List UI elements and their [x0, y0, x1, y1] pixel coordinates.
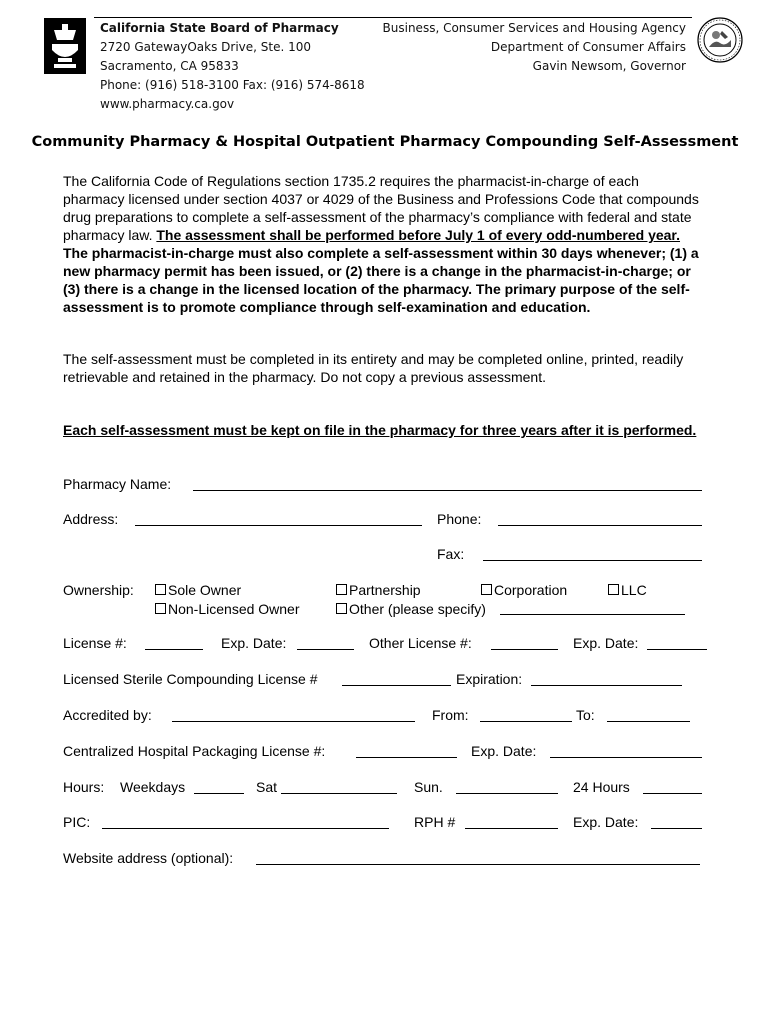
weekdays-field[interactable] [194, 793, 244, 794]
other-license-label: Other License #: [369, 635, 472, 651]
board-website: www.pharmacy.ca.gov [100, 97, 235, 111]
pic-field[interactable] [102, 828, 389, 829]
centralized-exp-field[interactable] [550, 757, 702, 758]
rph-field[interactable] [465, 828, 558, 829]
intro-bold-text: The pharmacist-in-charge must also complete a self-assessment within 30 days whenever; (1) a new pharmacy permit has been issued, or (2) there is a change in the pharmacist-in-charge; or (3) there is a change in the licensed location of the pharmacy. The primary purpose of the self-assessment is to promote compliance through self-examination and education. [63, 245, 699, 315]
retention-paragraph: The self-assessment must be completed in its entirety and may be completed online, printed, readily retrievable and retained in the pharmacy. Do not copy a previous assessment. [63, 351, 684, 385]
phone-label: Phone: [437, 511, 482, 527]
ownership-other[interactable] [336, 600, 486, 618]
checkbox-icon[interactable] [155, 584, 166, 595]
governor-name: Gavin Newsom, Governor [532, 59, 686, 73]
ownership-non-licensed[interactable] [155, 600, 300, 618]
to-label: To: [576, 707, 595, 723]
checkbox-icon[interactable] [608, 584, 619, 595]
centralized-exp-label: Exp. Date: [471, 743, 537, 759]
weekdays-label: Weekdays [120, 779, 186, 795]
partnership-label: Partnership [349, 582, 421, 598]
pic-exp-label: Exp. Date: [573, 814, 639, 830]
phone-field[interactable] [498, 525, 702, 526]
hours-24-label: 24 Hours [573, 779, 630, 795]
sat-field[interactable] [281, 793, 397, 794]
board-address-line2: Sacramento, CA 95833 [100, 59, 239, 73]
other-license-field[interactable] [491, 649, 558, 650]
sun-field[interactable] [456, 793, 558, 794]
intro-text: The California Code of Regulations section 1735.2 requires the pharmacist-in-charge of each pharmacy licensed under section 4037 or 4029 of the Business and Professions Code that compounds drug preparations to complete a self-assessment of the pharmacy’s compliance with federal and state pharmacy law. [63, 173, 699, 243]
board-address-line1: 2720 GatewayOaks Drive, Ste. 100 [100, 40, 312, 54]
sterile-license-label: Licensed Sterile Compounding License # [63, 671, 318, 687]
other-specify-label: Other (please specify) [349, 601, 486, 617]
pic-label: PIC: [63, 814, 91, 830]
checkbox-icon[interactable] [336, 603, 347, 614]
department-name: Department of Consumer Affairs [490, 40, 686, 54]
license-field[interactable] [145, 649, 203, 650]
sterile-expiration-label: Expiration: [456, 671, 523, 687]
pharmacy-name-field[interactable] [193, 490, 702, 491]
address-label: Address: [63, 511, 119, 527]
other-license-exp-field[interactable] [647, 649, 707, 650]
pic-exp-field[interactable] [651, 828, 702, 829]
from-label: From: [432, 707, 469, 723]
rph-label: RPH # [414, 814, 456, 830]
intro-deadline: The assessment shall be performed before July 1 of every odd-numbered year. [156, 227, 681, 243]
license-exp-label: Exp. Date: [221, 635, 287, 651]
to-field[interactable] [607, 721, 690, 722]
board-name: California State Board of Pharmacy [100, 21, 339, 35]
from-field[interactable] [480, 721, 572, 722]
sun-label: Sun. [414, 779, 443, 795]
accredited-field[interactable] [172, 721, 415, 722]
centralized-license-field[interactable] [356, 757, 457, 758]
agency-name: Business, Consumer Services and Housing Agency [382, 21, 686, 35]
accredited-label: Accredited by: [63, 707, 152, 723]
non-licensed-owner-label: Non-Licensed Owner [168, 601, 300, 617]
sterile-license-field[interactable] [342, 685, 451, 686]
ownership-corporation[interactable] [481, 581, 567, 599]
intro-paragraph [63, 172, 703, 316]
board-address-block [100, 19, 365, 114]
state-seal-icon [697, 17, 743, 63]
ownership-llc[interactable] [608, 581, 647, 599]
centralized-license-label: Centralized Hospital Packaging License #: [63, 743, 326, 759]
ownership-other-field[interactable] [500, 614, 685, 615]
license-exp-field[interactable] [297, 649, 354, 650]
board-of-pharmacy-logo [44, 18, 86, 74]
checkbox-icon[interactable] [481, 584, 492, 595]
header-rule [94, 17, 692, 18]
other-license-exp-label: Exp. Date: [573, 635, 639, 651]
fax-field[interactable] [483, 560, 702, 561]
checkbox-icon[interactable] [336, 584, 347, 595]
license-label: License #: [63, 635, 127, 651]
page-title: Community Pharmacy & Hospital Outpatient Pharmacy Compounding Self-Assessment [31, 134, 739, 150]
website-label: Website address (optional): [63, 850, 234, 866]
ownership-partnership[interactable] [336, 581, 421, 599]
board-phone-fax: Phone: (916) 518-3100 Fax: (916) 574-8618 [100, 78, 365, 92]
pharmacy-name-label: Pharmacy Name: [63, 476, 172, 492]
agency-block [383, 19, 686, 76]
hours-24-field[interactable] [643, 793, 702, 794]
address-field[interactable] [135, 525, 422, 526]
ownership-label: Ownership: [63, 582, 134, 598]
corporation-label: Corporation [494, 582, 568, 598]
ownership-sole-owner[interactable] [155, 581, 241, 599]
hours-label: Hours: [63, 779, 105, 795]
llc-label: LLC [621, 582, 647, 598]
fax-label: Fax: [437, 546, 465, 562]
sat-label: Sat [256, 779, 278, 795]
sterile-expiration-field[interactable] [531, 685, 682, 686]
website-field[interactable] [256, 864, 700, 865]
checkbox-icon[interactable] [155, 603, 166, 614]
keep-on-file-notice: Each self-assessment must be kept on file in the pharmacy for three years after it is performed. [63, 422, 697, 438]
sole-owner-label: Sole Owner [168, 582, 242, 598]
